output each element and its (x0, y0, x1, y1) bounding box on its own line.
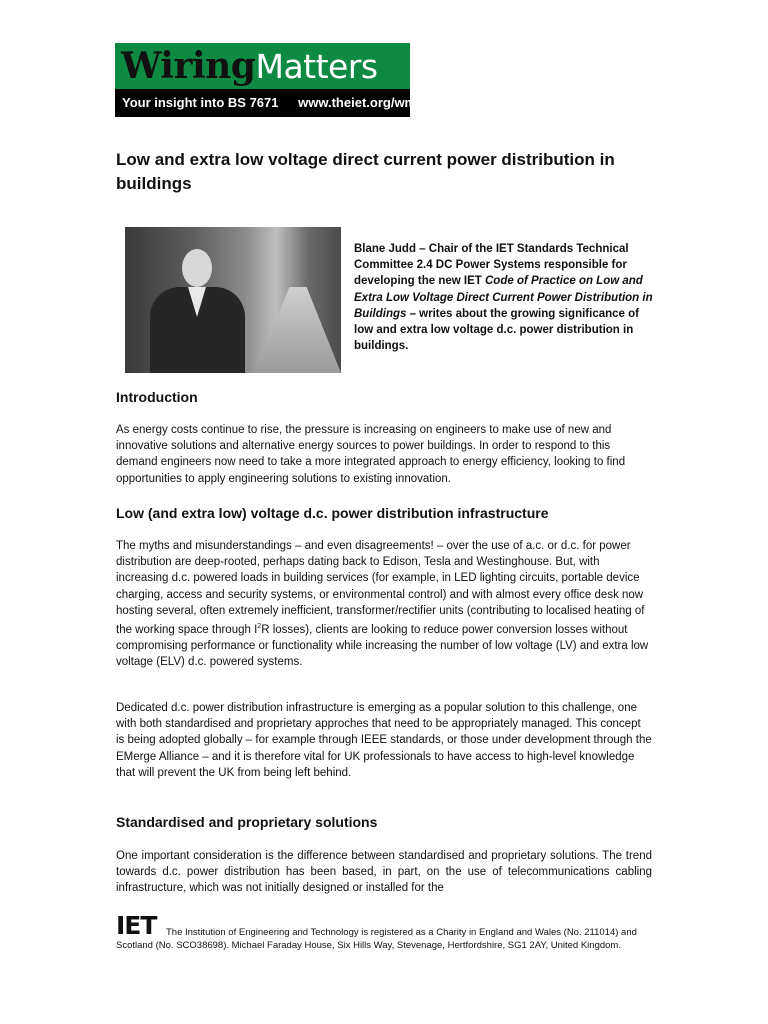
brand-word-matters: Matters (255, 47, 378, 86)
photo-street (255, 287, 341, 373)
infrastructure-p1-part-1: The myths and misunderstandings – and even disagreements! – over the use of a.c. or d.c. for power distribution are deep-rooted, perhaps dating back to Edison, Tesla and Westinghouse. But, with increasing d.c. powered loads in building services (for example, in LED lighting circuits, portable device charging, access and security systems, or environmental control) and with almost every office desk now hosting several, often extremely inefficient, transformer/rectifier units (contributing to localised heating of the working space through I (116, 540, 645, 636)
footer-charity-notice: The Institution of Engineering and Technology is registered as a Charity in England and Wales (No. 211014) and Scotland (No. SCO38698). Michael Faraday House, Six Hills Way, Stevenage, Hertfordshire, SG1 2AY, United Kingdom. (116, 927, 637, 951)
iet-logo: IET (116, 911, 157, 940)
wiring-matters-banner (115, 43, 417, 117)
article-title: Low and extra low voltage direct current power distribution in buildings (116, 150, 615, 193)
superscript-two: 2 (257, 623, 262, 631)
author-photo (125, 227, 341, 373)
solutions-paragraph: One important consideration is the difference between standardised and proprietary solutions. The trend towards d.c. power distribution has been based, in part, on the use of telecommunications cabling infrastructure, which was not initially designed or installed for the (116, 850, 652, 895)
infrastructure-paragraph-1 (116, 538, 652, 670)
banner-logo-area (115, 43, 410, 89)
heading-solutions: Standardised and proprietary solutions (116, 814, 378, 830)
standfirst-part-1: Blane Judd – Chair of the IET Standards Technical Committee 2.4 DC Power Systems responsible for developing the new IET (354, 243, 629, 288)
banner-tagline-row (122, 95, 417, 110)
brand-word-wiring: Wiring (121, 45, 256, 87)
heading-infrastructure: Low (and extra low) voltage d.c. power distribution infrastructure (116, 505, 549, 521)
introduction-paragraph: As energy costs continue to rise, the pressure is increasing on engineers to make use of new and innovative solutions and alternative energy sources to power buildings. In order to respond to this demand engineers now need to take a more integrated approach to energy efficiency, looking to find opportunities to apply engineering solutions to existing innovation. (116, 424, 626, 485)
standfirst-code-title: Code of Practice on Low and Extra Low Voltage Direct Current Power Distribution in Buildings (354, 275, 653, 320)
standfirst-part-2: – writes about the growing significance of low and extra low voltage d.c. power distribution in buildings. (354, 307, 639, 353)
infrastructure-p1-part-2: R losses), clients are looking to reduce power conversion losses without compromising performance or functionality while increasing the number of low voltage (LV) and extra low voltage (ELV) d.c. powered systems. (116, 623, 649, 669)
banner-tagline: Your insight into BS 7671 (122, 95, 279, 110)
banner-url: www.theiet.org/wm (298, 95, 417, 110)
photo-person-head (182, 249, 212, 287)
heading-introduction: Introduction (116, 389, 198, 405)
article-standfirst (354, 241, 654, 354)
banner-logo (121, 44, 378, 89)
infrastructure-paragraph-2: Dedicated d.c. power distribution infrastructure is emerging as a popular solution to this challenge, one with both standardised and proprietary approches that need to be appropriately managed. This concept is being adopted globally – for example through IEEE standards, or those under development through the EMerge Alliance – and it is therefore vital for UK professionals to have access to high-level knowledge that will prevent the UK from being left behind. (116, 702, 652, 779)
